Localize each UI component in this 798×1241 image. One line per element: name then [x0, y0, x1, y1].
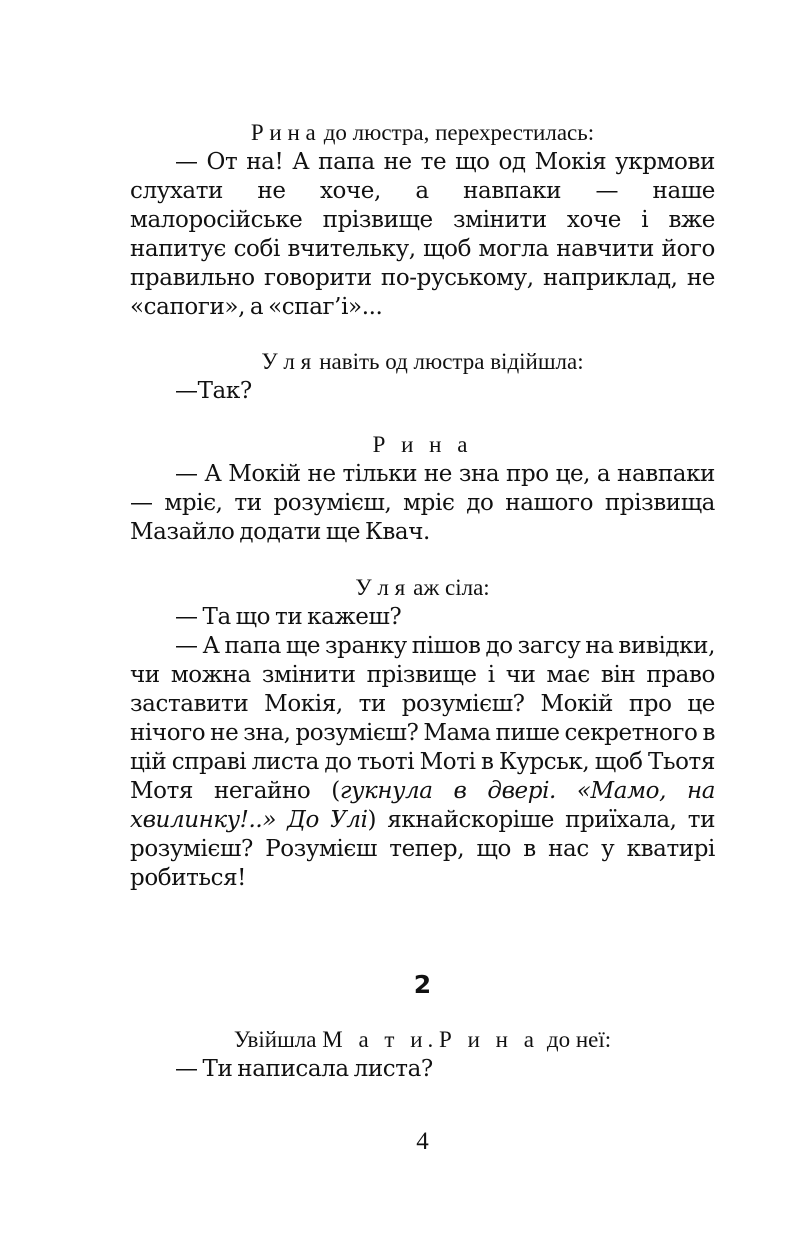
speaker-heading: Р и н а [372, 432, 473, 457]
dialogue-line-4a: — Та що ти кажеш? [175, 604, 402, 630]
stage-direction-3 [130, 573, 715, 603]
direction-text: аж сіла: [413, 575, 490, 600]
speaker-name: Р и н а [439, 1027, 539, 1052]
dialogue-paragraph-4b [130, 632, 715, 893]
speaker-name: У л я [261, 349, 312, 374]
dialogue-text: — А папа ще зранку пішов до загсу на вивідки, чи можна змінити прізвище і чи має він право заставити Мокія, ти розумієш? Мокій про це нічого не зна, розумієш? Мама пише секретного в цій справі листа до тьоті Моті в Курськ, щоб Тьотя Мотя негайно ( [130, 633, 715, 804]
speaker-name: Р и н а [250, 120, 316, 145]
page-number: 4 [416, 1128, 429, 1155]
dialogue-text: ) якнайскоріше приїхала, ти розумієш? Розумієш тепер, що в нас у кватирі робиться! [130, 807, 715, 891]
dialogue-paragraph-2: —Так? [175, 378, 252, 404]
direction-text: навіть од люстра відійшла: [319, 349, 584, 374]
dialogue-paragraph-3: — А Мокій не тільки не зна про це, а навпаки — мріє, ти розумієш, мріє до нашого прізвища Мазайло додати ще Квач. [130, 461, 715, 545]
stage-direction-5 [130, 1025, 715, 1055]
dialogue-line-5: — Ти написала листа? [175, 1056, 433, 1082]
speaker-name: У л я [355, 575, 406, 600]
speaker-name: М а т и [322, 1027, 428, 1052]
direction-text: до люстра, перехрестилась: [323, 120, 595, 145]
stage-direction-2 [130, 347, 715, 377]
direction-text: до неї: [546, 1027, 612, 1052]
separator: . [427, 1027, 434, 1052]
inline-stage-direction: гукнула в двері. «Мамо, на хвилинку!..» До Улі [130, 778, 716, 833]
direction-prefix: Увійшла [233, 1027, 317, 1052]
stage-direction-1 [130, 118, 715, 148]
scene-number: 2 [413, 970, 432, 999]
dialogue-paragraph-1: — От на! А папа не те що од Мокія укрмови слухати не хоче, а навпаки — наше малоросійське прізвище змінити хоче і вже напитує собі вчительку, щоб могла навчити його правильно говорити по-руському, наприклад, не «сапоги», а «спаг’і»... [130, 149, 715, 320]
